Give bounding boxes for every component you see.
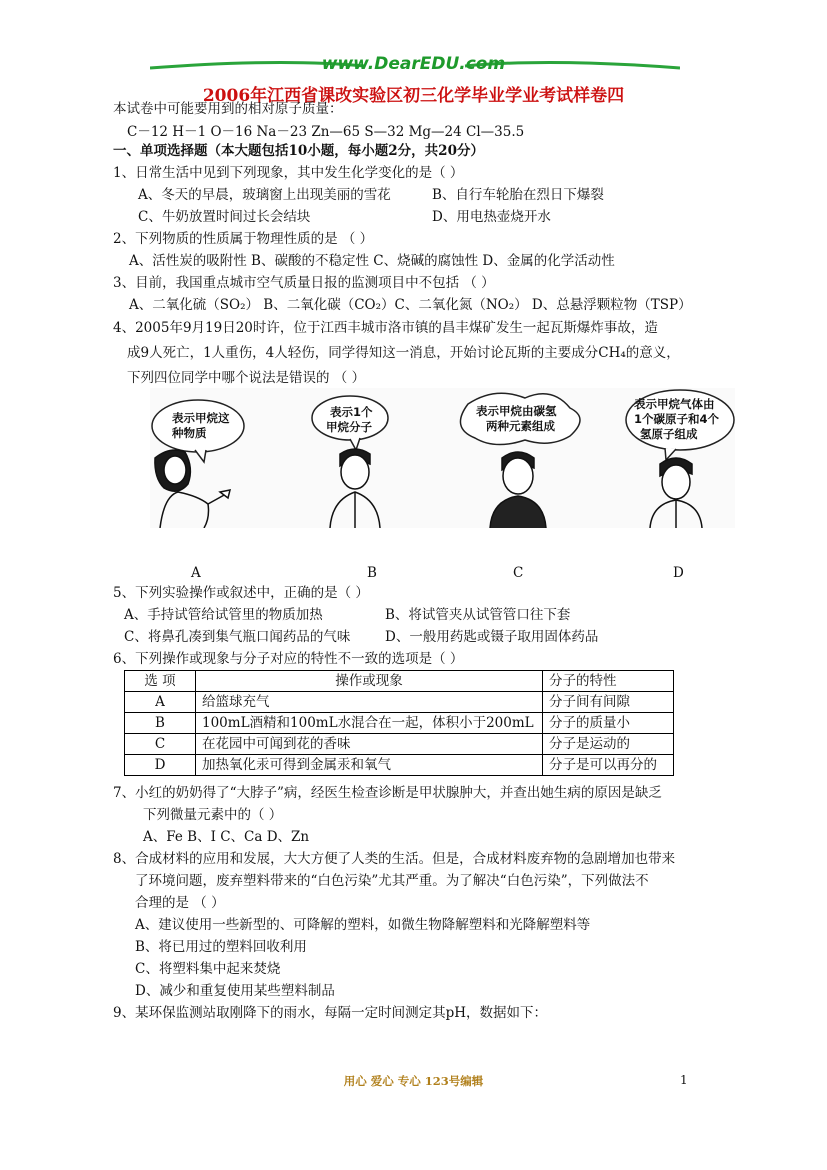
intro-line: 本试卷中可能要用到的相对原子质量： (113, 101, 343, 117)
table-cell: B (125, 713, 196, 734)
bubble-b-line-2: 甲烷分子 (326, 420, 372, 434)
table-cell: C (125, 734, 196, 755)
section-heading: 一、单项选择题（本大题包括10小题，每小题2分，共20分） (113, 143, 484, 159)
cartoon-label-d: D (673, 565, 684, 581)
question-8-line-3: 合理的是 （ ） (135, 895, 225, 911)
question-4-line-3: 下列四位同学中哪个说法是错误的 （ ） (127, 370, 366, 386)
question-8-option-a: A、建议使用一些新型的、可降解的塑料，如微生物降解塑料和光降解塑料等 (135, 917, 591, 933)
table-row (125, 713, 674, 734)
question-5-option-c: C、将鼻孔凑到集气瓶口闻药品的气味 (124, 629, 351, 645)
question-1-stem: 1、日常生活中见到下列现象，其中发生化学变化的是（ ） (113, 165, 464, 181)
question-3-options: A、二氧化硫（SO₂） B、二氧化碳（CO₂）C、二氧化氮（NO₂） D、总悬浮颗粒物（TSP） (129, 297, 692, 313)
question-9-stem: 9、某环保监测站取刚降下的雨水，每隔一定时间测定其pH，数据如下： (113, 1005, 548, 1021)
question-5-option-b: B、将试管夹从试管管口往下套 (385, 607, 571, 623)
bubble-d-line-3: 氢原子组成 (640, 427, 698, 441)
bubble-a-line-2: 种物质 (172, 426, 207, 440)
cartoon-label-c: C (513, 565, 524, 581)
question-1-option-a: A、冬天的早晨，玻璃窗上出现美丽的雪花 (138, 187, 391, 203)
question-2-stem: 2、下列物质的性质属于物理性质的是 （ ） (113, 231, 374, 247)
table-row (125, 734, 674, 755)
question-6-table (124, 670, 674, 776)
exam-title: 2006年江西省课改实验区初三化学毕业学业考试样卷四 (202, 86, 625, 106)
discussion-cartoon (150, 388, 735, 528)
question-5-option-d: D、一般用药匙或镊子取用固体药品 (385, 629, 599, 645)
question-7-line-1: 7、小红的奶奶得了“大脖子”病，经医生检查诊断是甲状腺肿大，并查出她生病的原因是缺乏 (113, 785, 662, 801)
table-cell: A (125, 692, 196, 713)
question-6-stem: 6、下列操作或现象与分子对应的特性不一致的选项是（ ） (113, 651, 464, 667)
table-cell: 给篮球充气 (196, 692, 543, 713)
footer-text: 用心 爱心 专心 123号编辑 (343, 1074, 484, 1088)
question-8-option-b: B、将已用过的塑料回收利用 (135, 939, 307, 955)
bubble-d-line-1: 表示甲烷气体由 (634, 397, 715, 411)
page-number: 1 (680, 1073, 688, 1087)
table-header-row (125, 671, 674, 692)
cartoon-label-b: B (367, 565, 377, 581)
bubble-c-line-1: 表示甲烷由碳氢 (476, 404, 557, 418)
atomic-masses: C－12 H－1 O－16 Na－23 Zn—65 S—32 Mg—24 Cl—35.5 (127, 124, 525, 140)
bubble-c-line-2: 两种元素组成 (486, 419, 555, 433)
table-row (125, 755, 674, 776)
bubble-a-line-1: 表示甲烷这 (172, 411, 230, 425)
question-2-options: A、活性炭的吸附性 B、碳酸的不稳定性 C、烧碱的腐蚀性 D、金属的化学活动性 (129, 253, 615, 269)
question-1-option-b: B、自行车轮胎在烈日下爆裂 (432, 187, 604, 203)
question-5-stem: 5、下列实验操作或叙述中，正确的是（ ） (113, 585, 369, 601)
question-8-option-c: C、将塑料集中起来焚烧 (135, 961, 281, 977)
table-header-cell: 选 项 (125, 671, 196, 692)
question-1-option-c: C、牛奶放置时间过长会结块 (138, 209, 311, 225)
question-4-line-1: 4、2005年9月19日20时许，位于江西丰城市洛市镇的昌丰煤矿发生一起瓦斯爆炸事故，造 (113, 320, 658, 336)
question-7-line-2: 下列微量元素中的（ ） (143, 807, 283, 823)
question-3-stem: 3、目前，我国重点城市空气质量日报的监测项目中不包括 （ ） (113, 275, 495, 291)
table-cell: 分子的质量小 (543, 713, 674, 734)
site-url: www.DearEDU.com (321, 54, 506, 74)
question-8-option-d: D、减少和重复使用某些塑料制品 (135, 983, 335, 999)
question-1-option-d: D、用电热壶烧开水 (432, 209, 551, 225)
question-7-options: A、Fe B、I C、Ca D、Zn (143, 829, 310, 845)
table-cell: 在花园中可闻到花的香味 (196, 734, 543, 755)
table-cell: 分子间有间隙 (543, 692, 674, 713)
question-5-option-a: A、手持试管给试管里的物质加热 (124, 607, 323, 623)
table-cell: 分子是可以再分的 (543, 755, 674, 776)
table-row (125, 692, 674, 713)
table-cell: D (125, 755, 196, 776)
table-cell: 100mL酒精和100mL水混合在一起，体积小于200mL (196, 713, 543, 734)
question-8-line-1: 8、合成材料的应用和发展，大大方便了人类的生活。但是，合成材料废弃物的急剧增加也带来 (113, 851, 676, 867)
table-cell: 分子是运动的 (543, 734, 674, 755)
cartoon-label-a: A (191, 565, 201, 581)
table-cell: 加热氧化汞可得到金属汞和氧气 (196, 755, 543, 776)
bubble-d-line-2: 1个碳原子和4个 (634, 412, 720, 426)
bubble-b-line-1: 表示1个 (330, 405, 373, 419)
table-header-cell: 分子的特性 (543, 671, 674, 692)
question-8-line-2: 了环境问题，废弃塑料带来的“白色污染”尤其严重。为了解决“白色污染”，下列做法不 (135, 873, 649, 889)
question-4-line-2: 成9人死亡，1人重伤，4人轻伤，同学得知这一消息，开始讨论瓦斯的主要成分CH₄的意义， (127, 345, 680, 361)
table-header-cell: 操作或现象 (196, 671, 543, 692)
